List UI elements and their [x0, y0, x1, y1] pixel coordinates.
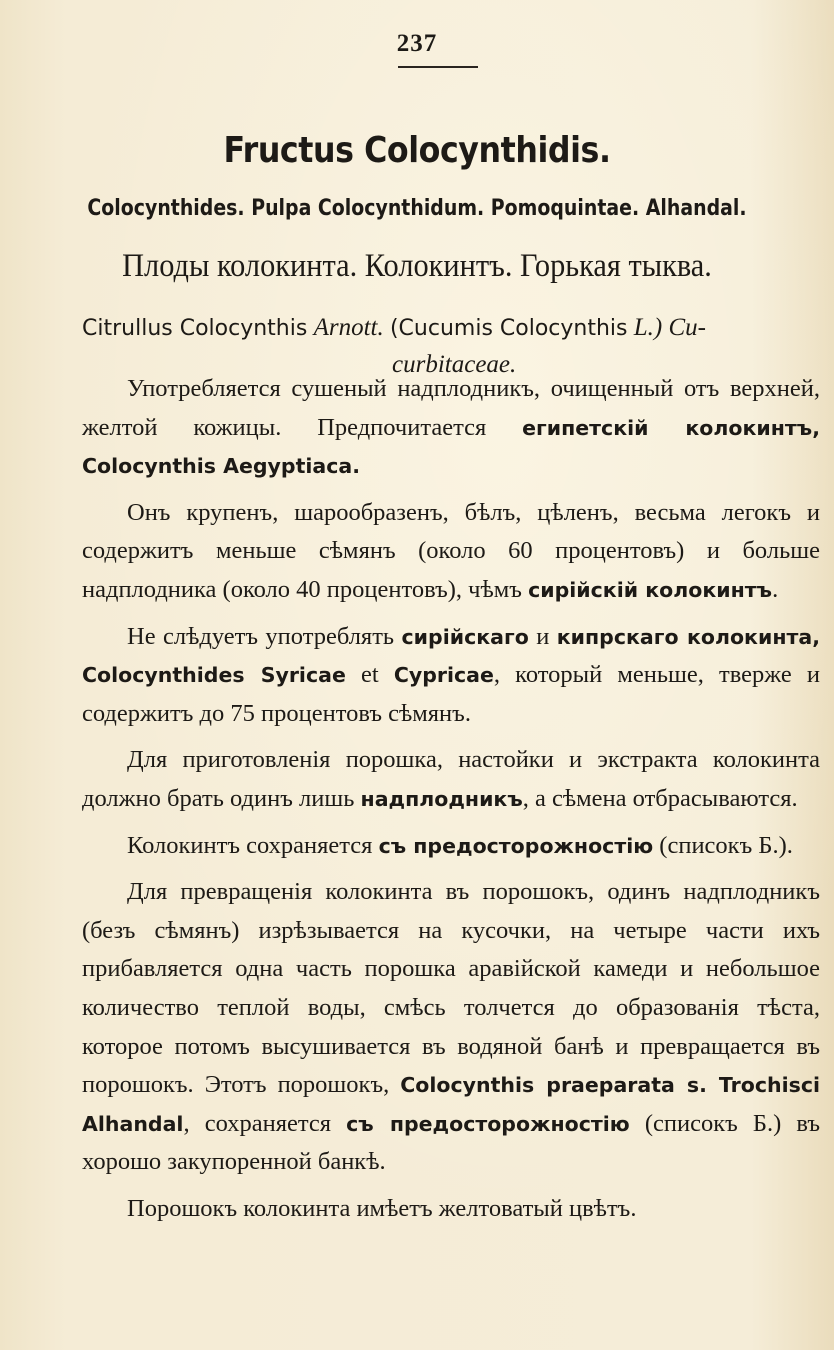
- paragraph-4-text: Для приготовленія порошка, настойки и экстракта колокинта должно брать одинъ лишь: [82, 746, 820, 812]
- paragraph-6-latin: Colocynthis praeparata s. Trochisci Alhandal: [82, 1073, 820, 1136]
- article-body: [82, 370, 820, 1236]
- page-number: 237: [396, 30, 438, 57]
- paragraph-1-emphasis: египетскій колокинтъ,: [522, 415, 820, 440]
- paragraph-6-end: (списокъ Б.) въ хорошо закупоренной банкѣ.: [82, 1109, 821, 1176]
- paragraph-2-end: .: [772, 575, 779, 603]
- paragraph-3-et: et: [345, 661, 394, 689]
- paragraph-7: [82, 1190, 820, 1229]
- paragraph-1-text: Употребляется сушеный надплодникъ, очищенный отъ верхней, желтой кожицы. Предпочитается: [82, 375, 820, 441]
- paragraph-2: [82, 494, 820, 610]
- botanical-species: Citrullus Colocynthis: [82, 316, 308, 341]
- paragraph-5-end: (списокъ Б.).: [653, 831, 793, 859]
- paragraph-1-latin: Colocynthis Aegyptiaca.: [82, 454, 361, 479]
- paragraph-5-text: Колокинтъ сохраняется: [127, 831, 379, 859]
- botanical-family-part1: Cu-: [668, 314, 706, 341]
- paragraph-3-text: Не слѣдуетъ употреблять: [127, 622, 402, 650]
- paragraph-3: [82, 618, 820, 734]
- paragraph-6: [82, 873, 820, 1182]
- russian-names: Плоды колокинта. Колокинтъ. Горькая тыква.: [122, 248, 712, 284]
- paragraph-3-latin-1: Colocynthides Syricae: [82, 663, 346, 688]
- paragraph-3-latin-2: Cypricae: [393, 663, 494, 688]
- paragraph-5: [82, 827, 820, 866]
- botanical-author: Arnott.: [313, 314, 384, 341]
- botanical-synonym-author: L.): [633, 314, 663, 341]
- page-number-rule: [398, 66, 478, 68]
- paragraph-6-text: Для превращенія колокинта въ порошокъ, одинъ надплодникъ (безъ сѣмянъ) изрѣзывается на кусочки, на четыре части ихъ прибавляется одна часть порошка аравійской камеди и небольшое количество теплой воды, смѣсь толчется до образованія тѣста, которое потомъ высушивается въ водяной банѣ и превращается въ порошокъ. Этотъ порошокъ,: [82, 878, 820, 1099]
- paragraph-3-end: , который меньше, тверже и содержитъ до 75 процентовъ сѣмянъ.: [82, 661, 820, 727]
- paragraph-4-emphasis: надплодникъ: [360, 786, 523, 811]
- paragraph-2-text: Онъ крупенъ, шарообразенъ, бѣлъ, цѣленъ, весьма легокъ и содержитъ меньше сѣмянъ (около 60 процентовъ) и больше надплодника (около 40 процентовъ), чѣмъ: [82, 498, 820, 603]
- article-title: Fructus Colocynthidis.: [223, 130, 611, 171]
- paragraph-3-emphasis-1: сирійскаго: [401, 624, 529, 649]
- latin-synonyms: Colocynthides. Pulpa Colocynthidum. Pomoquintae. Alhandal.: [87, 196, 747, 221]
- paragraph-5-emphasis: съ предосторожностію: [378, 833, 654, 858]
- paragraph-6-emphasis: съ предосторожностію: [346, 1111, 630, 1136]
- paragraph-3-emphasis-2: кипрскаго колокинта,: [556, 624, 820, 649]
- paragraph-4-end: , а сѣмена отбрасываются.: [522, 784, 798, 812]
- botanical-family-part2: curbitaceae.: [392, 351, 517, 378]
- paragraph-1: [82, 370, 820, 486]
- paragraph-6-mid: , сохраняется: [183, 1109, 347, 1137]
- botanical-synonym: (Cucumis Colocynthis: [389, 316, 628, 341]
- paragraph-3-conj: и: [528, 622, 557, 650]
- paragraph-4: [82, 741, 820, 818]
- paragraph-7-text: Порошокъ колокинта имѣетъ желтоватый цвѣтъ.: [127, 1194, 637, 1222]
- paragraph-2-emphasis: сирійскій колокинтъ: [528, 577, 773, 602]
